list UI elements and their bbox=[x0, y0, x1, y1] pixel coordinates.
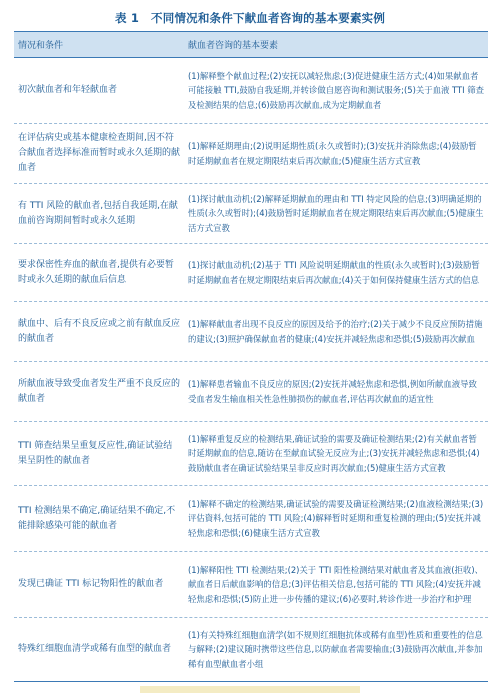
row-elements: (1)探讨献血动机;(2)基于 TTI 风险说明延期献血的性质(永久或暂时);(3)鼓励暂时延期献血者在规定期限结束后再次献血;(4)关于如何保持健康生活方式的信息 bbox=[188, 260, 480, 285]
row-condition: 所献血液导致受血者发生严重不良反应的献血者 bbox=[18, 378, 181, 404]
table-row bbox=[14, 422, 488, 486]
table-row bbox=[14, 552, 488, 618]
row-elements: (1)解释献血者出现不良反应的原因及给予的治疗;(2)关于减少不良反应预防措施的建议;(3)照护确保献血者的健康;(4)安抚并减轻焦虑和恐惧;(5)鼓励再次献血 bbox=[188, 319, 483, 344]
table-row bbox=[14, 362, 488, 422]
table-row bbox=[14, 58, 488, 124]
table-row bbox=[14, 184, 488, 244]
row-condition: 发现已确证 TTI 标记物阳性的献血者 bbox=[18, 579, 164, 589]
table-number: 表 1 bbox=[114, 11, 140, 25]
row-condition: 献血中、后有不良反应或之前有献血反应的献血者 bbox=[18, 318, 181, 344]
row-elements: (1)探讨献血动机;(2)解释延期献血的理由和 TTI 特定风险的信息;(3)明确延期的性质(永久或暂时);(4)鼓励暂时延期献血者在规定期限结束后再次献血;(5)健康生活方式宣教 bbox=[188, 193, 484, 233]
table-header bbox=[14, 31, 488, 58]
row-elements: (1)有关特殊红细胞血清学(如不规则红细胞抗体或稀有血型)性质和重要性的信息与解释;(2)建议随时携带这些信息,以防献血者需要输血;(3)鼓励再次献血,并参加稀有血型献血者小组 bbox=[188, 629, 483, 669]
row-condition: TTI 筛查结果呈重复反应性,确证试验结果呈阴性的献血者 bbox=[18, 440, 173, 466]
table-row bbox=[14, 302, 488, 362]
row-elements: (1)解释重复反应的检测结果,确证试验的需要及确证检测结果;(2)有关献血者暂时延期献血的信息,随访在至献血试验无反应为止;(3)安抚并减轻焦虑和恐惧;(4)鼓励献血者在确证试验结果呈非反应时再次献血;(5)健康生活方式宣教 bbox=[188, 433, 480, 473]
row-elements: (1)解释延期理由;(2)说明延期性质(永久或暂时);(3)安抚并消除焦虑;(4)鼓励暂时延期献血者在规定期限结束后再次献血;(5)健康生活方式宣教 bbox=[188, 141, 477, 166]
footer-highlight bbox=[140, 686, 360, 693]
table-title bbox=[0, 10, 500, 26]
row-elements: (1)解释患者输血不良反应的原因;(2)安抚并减轻焦虑和恐惧,例如所献血液导致受血者发生输血相关性急性肺损伤的献血者,评估再次献血的适宜性 bbox=[188, 379, 477, 404]
row-elements: (1)解释不确定的检测结果,确证试验的需要及确证检测结果;(2)血液检测结果;(3)评估資料,包括可能的 TTI 风险;(4)解释暂时延期和重复检测的理由;(5)安抚并减轻焦虑和恐惧;(6)健康生活方式宣教 bbox=[188, 498, 484, 538]
row-elements: (1)解释阳性 TTI 检测结果;(2)关于 TTI 阳性检测结果对献血者及其血液(拒收)、献血者日后献血影响的信息;(3)评估相关信息,包括可能的 TTI 风险;(4)安抚并减轻焦虑和恐惧;(5)防止进一步传播的建议;(6)必要时,转诊作进一步治疗和护理 bbox=[188, 564, 483, 604]
row-condition: 要求保密性弃血的献血者,提供有必要暂时或永久延期的献血后信息 bbox=[18, 259, 174, 285]
table-row bbox=[14, 244, 488, 302]
row-condition: 特殊红细胞血清学或稀有血型的献血者 bbox=[18, 644, 172, 654]
table-row bbox=[14, 124, 488, 184]
header-elements: 献血者咨询的基本要素 bbox=[188, 41, 279, 51]
row-condition: 在评估病史或基本健康检查期间,因不符合献血者选择标准而暂时或永久延期的献血者 bbox=[18, 133, 181, 173]
table-row bbox=[14, 618, 488, 682]
row-elements: (1)解释整个献血过程;(2)安抚以减轻焦虑;(3)促进健康生活方式;(4)如果献血者可能接触 TTI,鼓励自我延期,并转诊做自愿咨询和测试服务;(5)关于血液 TTI 筛查及检测结果的信息;(6)鼓励再次献血,成为定期献血者 bbox=[188, 70, 484, 110]
row-condition: 初次献血者和年轻献血者 bbox=[18, 85, 118, 95]
row-condition: TTI 检测结果不确定,确证结果不确定,不能排除感染可能的献血者 bbox=[18, 505, 176, 531]
row-condition: 有 TTI 风险的献血者,包括自我延期,在献血前咨询期间暂时或永久延期 bbox=[18, 200, 178, 226]
header-condition: 情况和条件 bbox=[18, 41, 64, 51]
table-title-text: 不同情况和条件下献血者咨询的基本要素实例 bbox=[151, 11, 386, 25]
table-row bbox=[14, 486, 488, 552]
